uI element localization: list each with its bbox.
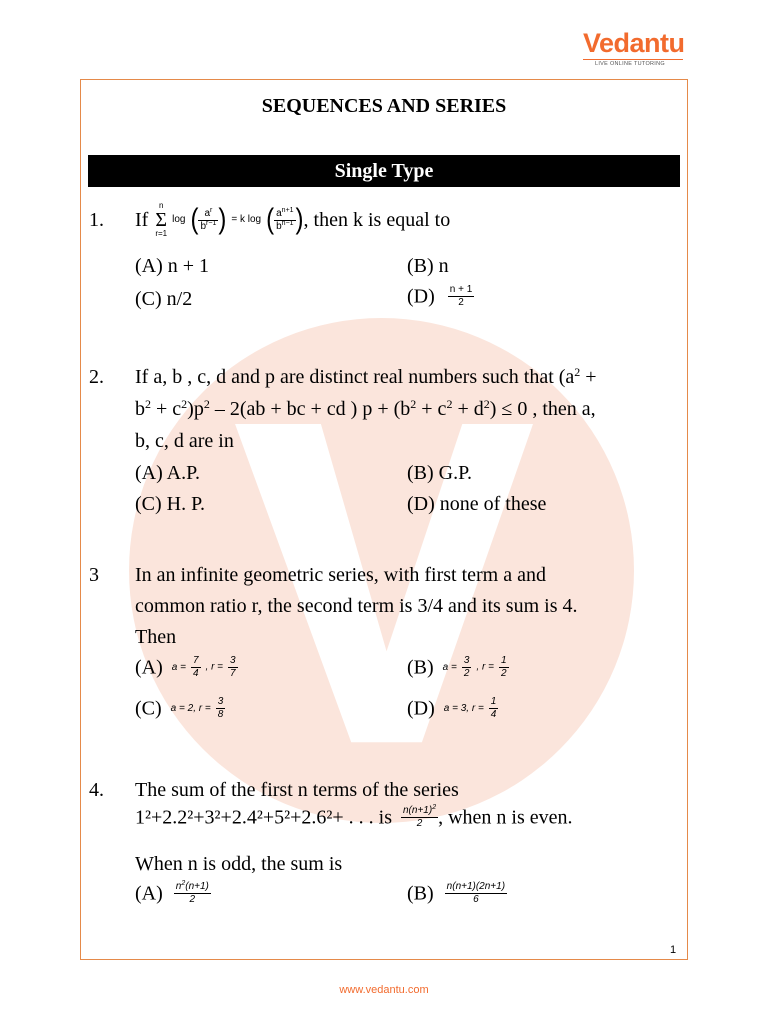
question-4-line-3: When n is odd, the sum is (135, 853, 343, 875)
logo-wordmark: Vedantu (583, 28, 685, 58)
question-number: 4. (89, 779, 104, 801)
option-c: (C) a = 2, r = $\frac{3}{8}$ (135, 696, 224, 720)
logo-underline (583, 59, 683, 60)
question-number: 1. (89, 209, 104, 231)
option-d: (D) a = 3, r = $\frac{1}{4}$ (407, 696, 497, 720)
option-a: (A) A.P. (135, 462, 201, 484)
logo-tagline: LIVE ONLINE TUTORING (595, 61, 665, 67)
option-b: (B) a = $\frac{3}{2}$ , r = $\frac{1}{2}$ (407, 655, 507, 679)
option-a: (A) $\frac{n^2(n+1)}{2}$ (135, 880, 209, 905)
sigma-icon: Σ (155, 209, 168, 231)
vedantu-logo (583, 28, 683, 72)
question-3-line-1: In an infinite geometric series, with first term a and (135, 564, 546, 586)
footer-website-link[interactable]: www.vedantu.com (339, 984, 429, 996)
option-d: (D) none of these (407, 493, 547, 515)
question-2-line-2: $b^2 + c^2)p^2 - 2(ab$ + bc + cd ) $p + (b^2 + c^2 + d^2) \le 0$ , then a, (135, 397, 596, 420)
fraction-a-b: $\frac{a^r}{b^{r-1}}$ (200, 206, 217, 232)
section-heading: Single Type (88, 155, 680, 187)
page-number: 1 (670, 944, 677, 956)
option-a: (A) a = $\frac{7}{4}$ , r = $\frac{3}{7}$ (135, 655, 236, 679)
option-b: (B) G.P. (407, 462, 473, 484)
question-3-line-3: Then (135, 626, 177, 648)
option-c: (C) n/2 (135, 288, 193, 310)
option-c: (C) H. P. (135, 493, 206, 515)
summation: n Σ r=1 (155, 201, 168, 238)
option-d: (D) $\frac{n + 1}{2}$ (407, 284, 473, 308)
question-2-line-1: If a, b , c, d and p are distinct real numbers such that ($a^2$ + (135, 365, 597, 388)
document-title: SEQUENCES AND SERIES (261, 95, 507, 117)
question-number: 3 (89, 564, 99, 586)
question-1-stem: If n Σ r=1 log ( $\frac{a^r}{b^{r-1}}$ ) = k log ( $\frac{a^{n+1}}{b^{n-1}}$ ), then k is equal to (135, 201, 451, 238)
question-4-line-1: The sum of the first n terms of the series (135, 779, 459, 801)
option-b: (B) n (407, 255, 449, 277)
question-4-line-2: 1²+2.2²+3²+2.4²+5²+2.6²+ . . . is $\frac{n(n+1)^2}{2}$ , when n is even. (135, 804, 573, 829)
option-b: (B) $\frac{n(n+1)(2n+1)}{6}$ (407, 881, 506, 905)
fraction-a-b-n: $\frac{a^{n+1}}{b^{n-1}}$ (276, 206, 294, 232)
question-2-line-3: b, c, d are in (135, 430, 234, 452)
question-3-line-2: common ratio r, the second term is 3/4 and its sum is 4. (135, 595, 578, 617)
option-a: (A) n + 1 (135, 255, 210, 277)
question-number: 2. (89, 366, 104, 388)
